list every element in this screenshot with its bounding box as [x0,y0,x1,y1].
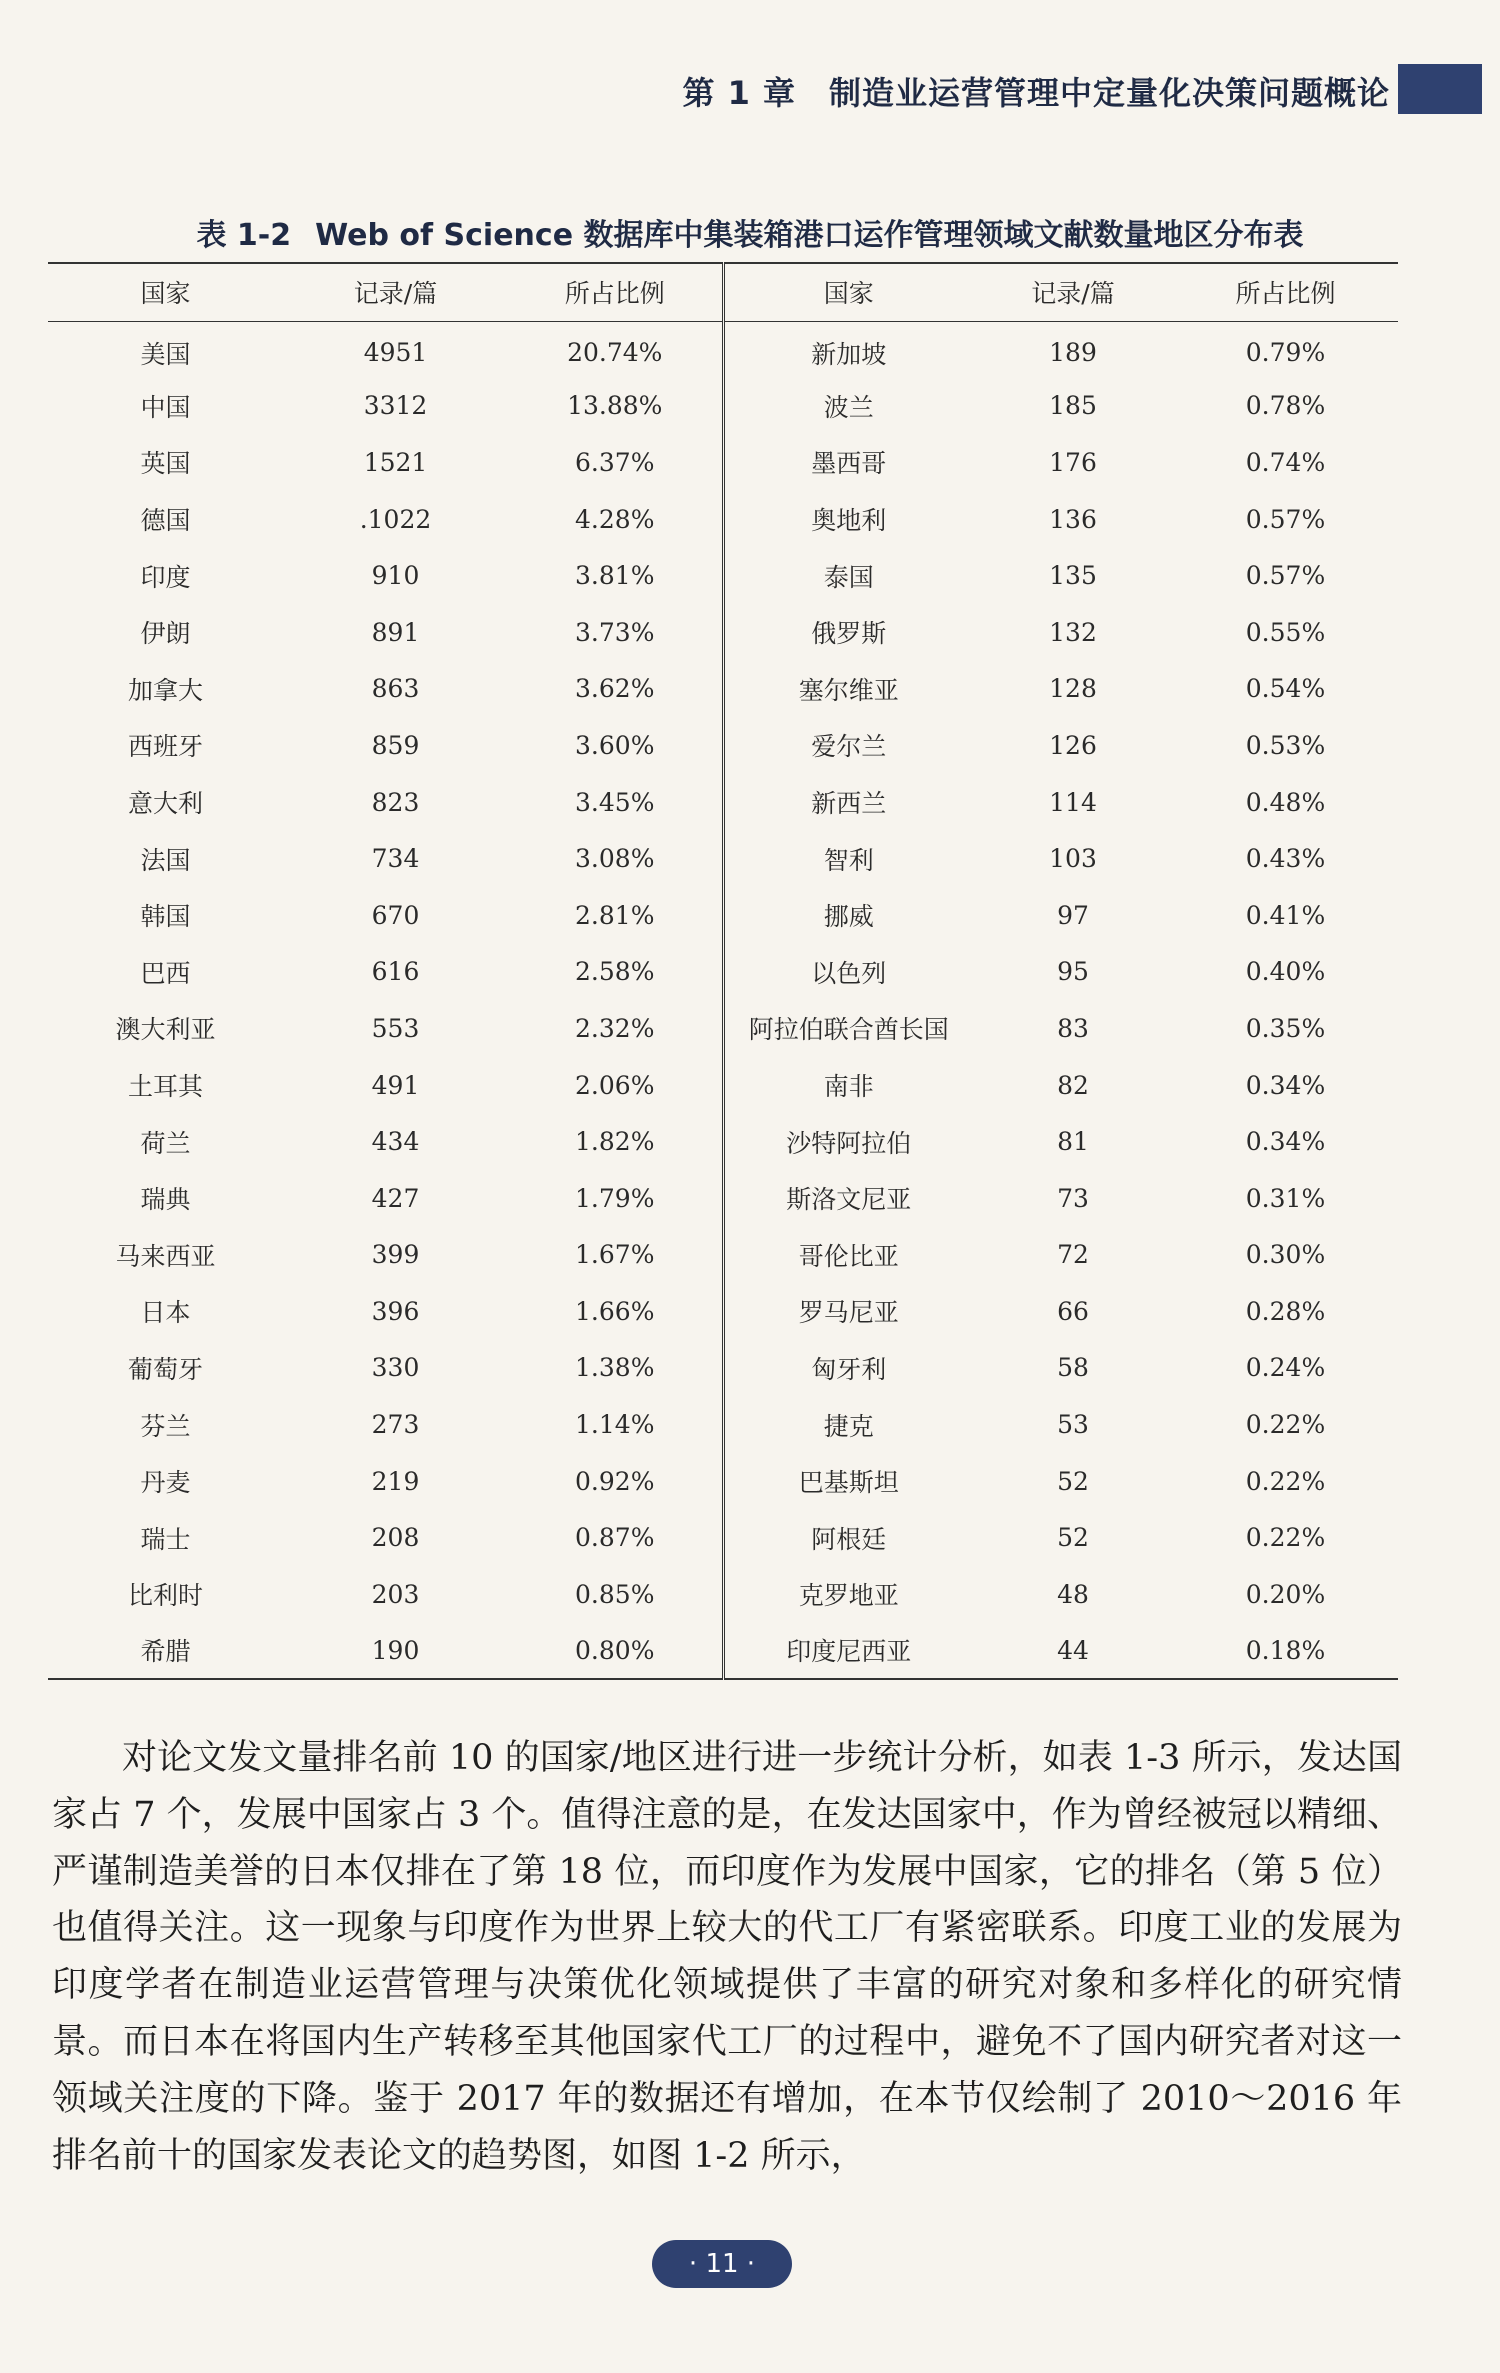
cell-country-left: 日本 [140,1298,191,1328]
cell-country-right: 阿拉伯联合酋长国 [748,1015,949,1045]
cell-records-left: 863 [371,674,420,704]
cell-share-left: 3.62% [508,661,723,718]
cell-share-right: 0.53% [1245,730,1326,760]
cell-share-left: 2.81% [508,887,723,944]
cell-records-left: 670 [371,900,420,930]
cell-records-right: 53 [1057,1410,1089,1440]
cell-records-right: 95 [1057,957,1089,987]
cell-share-left: 1.66% [508,1283,723,1340]
cell-records-right: 52 [1057,1466,1089,1496]
cell-country-right: 捷克 [823,1411,874,1441]
table-row [48,1113,1398,1170]
cell-records-right: 52 [1057,1523,1089,1553]
header-country-left: 国家 [48,263,283,321]
cell-records-right: 48 [1057,1579,1089,1609]
table-number: 表 1-2 [196,218,292,253]
cell-country-right: 印度尼西亚 [723,1623,973,1680]
table-row [48,1283,1398,1340]
header-share-left: 所占比例 [508,263,723,321]
cell-share-left: 2.32% [508,1000,723,1057]
cell-records-left: 1521 [363,447,428,477]
header-records-left: 记录/篇 [283,263,508,321]
cell-country-right: 沙特阿拉伯 [786,1128,912,1158]
cell-share-left: 4.28% [508,491,723,548]
table-header-row [48,263,1398,321]
cell-records-right: 97 [1057,900,1089,930]
table-title: Web of Science 数据库中集装箱港口运作管理领域文献数量地区分布表 [315,218,1304,253]
cell-share-right: 0.55% [1245,617,1326,647]
country-distribution-table [48,262,1398,1680]
cell-records-left: 208 [371,1523,420,1553]
cell-share-right: 0.31% [1245,1183,1326,1213]
cell-records-right: 83 [1057,1013,1089,1043]
cell-share-left: 3.08% [508,830,723,887]
cell-country-left: 澳大利亚 [115,1015,216,1045]
cell-country-left: 美国 [140,339,191,369]
body-text [52,1730,1402,2184]
cell-records-left: 734 [371,844,420,874]
cell-records-left: 3312 [363,391,428,421]
cell-share-left: 2.06% [508,1057,723,1114]
cell-share-left: 1.82% [508,1113,723,1170]
cell-country-left: 葡萄牙 [127,1354,203,1384]
cell-records-right: 66 [1057,1296,1089,1326]
cell-share-right: 0.22% [1245,1466,1326,1496]
cell-country-left: 荷兰 [140,1128,191,1158]
cell-records-right: 132 [1049,617,1097,647]
cell-records-left: 891 [371,617,420,647]
cell-share-right: 0.22% [1245,1523,1326,1553]
cell-country-right: 智利 [823,845,874,875]
cell-share-left: 3.73% [508,604,723,661]
cell-records-left: 4951 [363,338,428,368]
cell-share-right: 0.78% [1245,391,1326,421]
table-row [48,661,1398,718]
cell-records-left: 910 [371,561,420,591]
cell-records-left: 553 [371,1013,420,1043]
cell-share-left: 3.81% [508,547,723,604]
table-row [48,1057,1398,1114]
cell-country-right: 匈牙利 [811,1354,887,1384]
cell-records-right: 114 [1049,787,1097,817]
cell-country-left: 希腊 [48,1623,283,1680]
table-row [48,830,1398,887]
cell-country-right: 以色列 [811,958,887,988]
body-paragraph: 对论文发文量排名前 10 的国家/地区进行进一步统计分析，如表 1-3 所示，发达国家占 7 个，发展中国家占 3 个。值得注意的是，在发达国家中，作为曾经被冠以精细、严谨制造美誉的日本仅排在了第 18 位，而印度作为发展中国家，它的排名（第 5 位）也值得关注。这一现象与印度作为世界上较大的代工厂有紧密联系。印度工业的发展为印度学者在制造业运营管理与决策优化领域提供了丰富的研究对象和多样化的研究情景。而日本在将国内生产转移至其他国家代工厂的过程中，避免不了国内研究者对这一领域关注度的下降。鉴于 2017 年的数据还有增加，在本节仅绘制了 2010～2016 年排名前十的国家发表论文的趋势图，如图 1-2 所示， [52,1738,1402,2176]
cell-share-right: 0.30% [1245,1240,1326,1270]
cell-country-right: 斯洛文尼亚 [786,1185,912,1215]
table-row [48,604,1398,661]
cell-share-left: 2.58% [508,944,723,1001]
table-row [48,717,1398,774]
table-row [48,774,1398,831]
cell-share-right: 0.74% [1245,447,1326,477]
cell-records-right: 81 [1057,1127,1089,1157]
cell-share-right: 0.57% [1245,504,1326,534]
cell-records-right: 189 [1049,338,1097,368]
cell-country-left: 韩国 [140,902,191,932]
cell-country-left: 比利时 [127,1581,203,1611]
cell-country-left: 加拿大 [127,675,203,705]
cell-country-left: 芬兰 [140,1411,191,1441]
cell-share-left: 20.74% [508,321,723,378]
chapter-title: 第 1 章 制造业运营管理中定量化决策问题概论 [682,74,1390,112]
cell-share-right: 0.24% [1245,1353,1326,1383]
header-share-right: 所占比例 [1173,263,1398,321]
cell-country-left: 意大利 [127,789,203,819]
cell-records-left: 427 [371,1183,420,1213]
table-row [48,887,1398,944]
cell-country-right: 波兰 [823,392,874,422]
cell-country-left: 巴西 [140,958,191,988]
cell-share-left: 1.67% [508,1227,723,1284]
cell-records-left: 396 [371,1296,420,1326]
cell-share-left: 1.79% [508,1170,723,1227]
cell-records-left: 616 [371,957,420,987]
cell-country-right: 墨西哥 [811,449,887,479]
table-body [48,321,1398,1679]
cell-records-right: 72 [1057,1240,1089,1270]
cell-country-right: 哥伦比亚 [798,1241,899,1271]
cell-share-right: 0.43% [1245,844,1326,874]
table-row [48,547,1398,604]
table-row [48,1227,1398,1284]
header-country-right: 国家 [723,263,973,321]
cell-country-left: 德国 [140,506,191,536]
cell-records-right: 103 [1049,844,1097,874]
cell-records-left: 399 [371,1240,420,1270]
page-header [0,58,1500,118]
cell-records-right: 126 [1049,730,1097,760]
header-records-right: 记录/篇 [973,263,1173,321]
table-row [48,1509,1398,1566]
cell-country-left: 丹麦 [140,1468,191,1498]
cell-country-right: 克罗地亚 [798,1581,899,1611]
cell-share-right: 0.22% [1245,1410,1326,1440]
table-row [48,434,1398,491]
cell-country-right: 挪威 [823,902,874,932]
cell-share-right: 0.18% [1173,1623,1398,1680]
cell-records-left: 823 [371,787,420,817]
cell-share-right: 0.20% [1245,1579,1326,1609]
cell-records-left: 219 [371,1466,420,1496]
cell-country-right: 爱尔兰 [811,732,887,762]
cell-share-left: 13.88% [508,378,723,435]
cell-country-right: 泰国 [823,562,874,592]
cell-country-right: 罗马尼亚 [798,1298,899,1328]
table-row [48,491,1398,548]
cell-records-right: 73 [1057,1183,1089,1213]
table-row [48,378,1398,435]
cell-share-left: 3.60% [508,717,723,774]
table-row [48,1623,1398,1680]
cell-share-right: 0.79% [1245,338,1326,368]
header-color-block [1398,64,1482,114]
cell-records-left: 491 [371,1070,420,1100]
cell-country-left: 瑞士 [140,1524,191,1554]
cell-records-right: 82 [1057,1070,1089,1100]
cell-share-left: 0.87% [508,1509,723,1566]
table-row [48,1170,1398,1227]
cell-records-right: 44 [973,1623,1173,1680]
cell-share-right: 0.28% [1245,1296,1326,1326]
cell-country-right: 俄罗斯 [811,619,887,649]
cell-records-left: 859 [371,730,420,760]
cell-records-left: 434 [371,1127,420,1157]
cell-country-left: 法国 [140,845,191,875]
cell-share-left: 0.92% [508,1453,723,1510]
cell-records-right: 176 [1049,447,1097,477]
table-caption [0,210,1500,254]
table-row [48,1000,1398,1057]
table-row [48,944,1398,1001]
cell-records-right: 128 [1049,674,1097,704]
cell-country-right: 新西兰 [811,789,887,819]
cell-share-right: 0.34% [1245,1127,1326,1157]
table-row [48,321,1398,378]
cell-share-left: 1.14% [508,1396,723,1453]
cell-records-left: 203 [371,1579,420,1609]
cell-records-right: 58 [1057,1353,1089,1383]
cell-country-right: 奥地利 [811,506,887,536]
cell-country-right: 阿根廷 [811,1524,887,1554]
cell-share-left: 3.45% [508,774,723,831]
cell-share-right: 0.40% [1245,957,1326,987]
cell-records-right: 136 [1049,504,1097,534]
cell-share-left: 0.85% [508,1566,723,1623]
cell-records-left: 273 [371,1410,420,1440]
cell-country-left: 土耳其 [127,1072,203,1102]
table-row [48,1396,1398,1453]
cell-country-left: 印度 [140,562,191,592]
cell-share-left: 1.38% [508,1340,723,1397]
cell-country-right: 新加坡 [811,339,887,369]
cell-country-left: 中国 [140,392,191,422]
cell-records-left: 190 [283,1623,508,1680]
table-row [48,1566,1398,1623]
cell-share-right: 0.57% [1245,561,1326,591]
cell-country-left: 马来西亚 [115,1241,216,1271]
cell-share-right: 0.35% [1245,1013,1326,1043]
cell-records-left: .1022 [359,504,432,534]
cell-country-right: 南非 [823,1072,874,1102]
table-row [48,1340,1398,1397]
cell-share-right: 0.48% [1245,787,1326,817]
cell-records-right: 135 [1049,561,1097,591]
table-row [48,1453,1398,1510]
cell-country-left: 西班牙 [127,732,203,762]
page-number: · 11 · [652,2240,792,2288]
cell-records-right: 185 [1049,391,1097,421]
cell-country-right: 塞尔维亚 [798,675,899,705]
cell-country-left: 瑞典 [140,1185,191,1215]
cell-country-right: 巴基斯坦 [798,1468,899,1498]
cell-share-right: 0.54% [1245,674,1326,704]
cell-share-left: 6.37% [508,434,723,491]
cell-country-left: 伊朗 [140,619,191,649]
cell-share-right: 0.41% [1245,900,1326,930]
cell-country-left: 英国 [140,449,191,479]
cell-share-left: 0.80% [508,1623,723,1680]
cell-share-right: 0.34% [1245,1070,1326,1100]
cell-records-left: 330 [371,1353,420,1383]
